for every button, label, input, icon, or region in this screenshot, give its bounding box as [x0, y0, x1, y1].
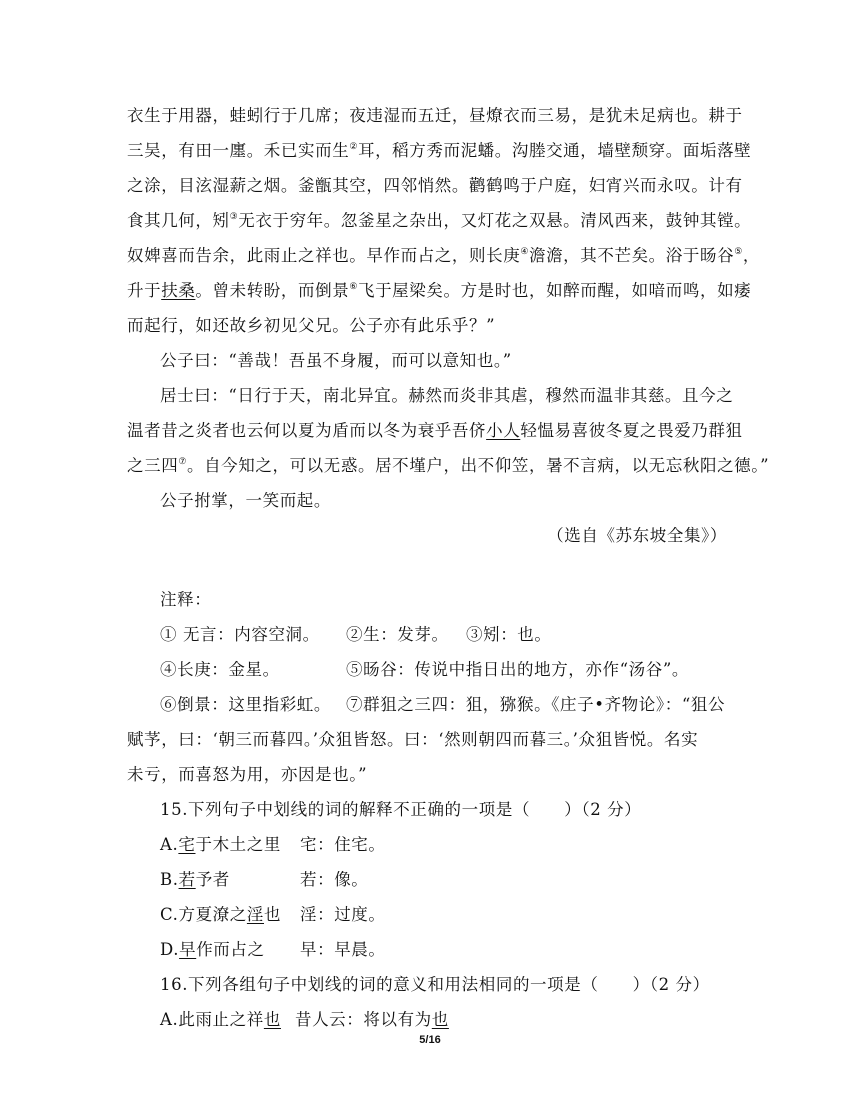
q15-option-b: B.若予者 若：像。: [160, 870, 369, 889]
footnote-marker: ⑤: [734, 247, 743, 257]
passage-line: 三吴，有田一廛。禾已实而生②耳，稻方秀而泥蟠。沟塍交通，墙壁颓穿。面垢落壁: [127, 141, 752, 160]
note-2: ②生：发芽。: [346, 625, 449, 644]
q15-option-d: D.早作而占之 早：早晨。: [160, 940, 386, 959]
footnote-marker: ④: [520, 247, 529, 257]
notes-heading: 注释：: [160, 590, 212, 609]
footnote-marker: ②: [349, 142, 358, 152]
footnote-marker: ⑥: [349, 282, 358, 292]
note-6: ⑥倒景：这里指彩虹。: [160, 695, 331, 714]
q15-option-a: A.宅于木土之里 宅：住宅。: [160, 835, 386, 854]
note-7: ⑦群狙之三四：狙，猕猴。《庄子•齐物论》：“狙公: [346, 695, 726, 714]
underlined-word: 扶桑: [161, 281, 196, 300]
page-number: 5/16: [419, 1034, 441, 1046]
note-continuation: 未亏，而喜怒为用，亦因是也。”: [127, 765, 368, 784]
note-row: [160, 625, 552, 645]
footnote-marker: ③: [229, 212, 239, 222]
note-4: ④长庚：金星。: [160, 660, 280, 679]
passage-line: 升于扶桑。曾未转盼，而倒景⑥飞于屋梁矣。方是时也，如醉而醒，如喑而鸣，如痿: [127, 281, 752, 300]
passage-line: 温者昔之炎者也云何以夏为盾而以冬为衰乎吾侪小人轻愠易喜彼冬夏之畏爱乃群狙: [127, 421, 743, 440]
passage-line: 居士曰：“日行于天，南北异宜。赫然而炎非其虐，穆然而温非其慈。且今之: [160, 386, 734, 405]
q16-option-a: A.此雨止之祥也 昔人云：将以有为也: [160, 1010, 449, 1029]
footnote-marker: ⑦: [178, 457, 187, 467]
underlined-word: 小人: [486, 421, 521, 440]
note-3: ③矧：也。: [466, 625, 552, 644]
passage-line: 公子拊掌，一笑而起。: [160, 491, 331, 510]
passage-line: 之涂，目泫湿薪之烟。釜甑其空，四邻悄然。鹳鹤鸣于户庭，妇宵兴而永叹。计有: [127, 176, 743, 195]
source-citation: （选自《苏东坡全集》）: [547, 526, 727, 545]
note-1: ① 无言：内容空洞。: [160, 625, 320, 644]
passage-line: 之三四⑦。自今知之，可以无惑。居不墐户，出不仰笠，暑不言病，以无忘秋阳之德。”: [127, 456, 770, 475]
question-16-stem: 16.下列各组句子中划线的词的意义和用法相同的一项是（ ）（2 分）: [160, 975, 710, 994]
q15-option-c: C.方夏潦之淫也 淫：过度。: [160, 905, 386, 924]
passage-line: 而起行，如还故乡初见父兄。公子亦有此乐乎？”: [127, 316, 496, 335]
passage-line: 衣生于用器，蛙蚓行于几席；夜违湿而五迁，昼燎衣而三易，是犹未足病也。耕于: [127, 106, 743, 125]
note-5: ⑤旸谷：传说中指日出的地方，亦作“汤谷”。: [346, 660, 689, 679]
passage-line: 奴婢喜而告余，此雨止之祥也。早作而占之，则长庚④澹澹，其不芒矣。浴于旸谷⑤，: [127, 246, 760, 265]
note-row: [160, 660, 689, 680]
question-15-stem: 15.下列句子中划线的词的解释不正确的一项是（ ）（2 分）: [160, 800, 642, 819]
passage-line: 公子曰：“善哉！吾虽不身履，而可以意知也。”: [160, 351, 512, 370]
passage-line: 食其几何，矧③无衣于穷年。忽釜星之杂出，又灯花之双悬。清风西来，鼓钟其镗。: [127, 211, 752, 230]
note-row: [160, 695, 725, 715]
note-continuation: 赋芧，曰：‘朝三而暮四。’众狙皆怒。曰：‘然则朝四而暮三。’众狙皆悦。名实: [127, 730, 699, 749]
